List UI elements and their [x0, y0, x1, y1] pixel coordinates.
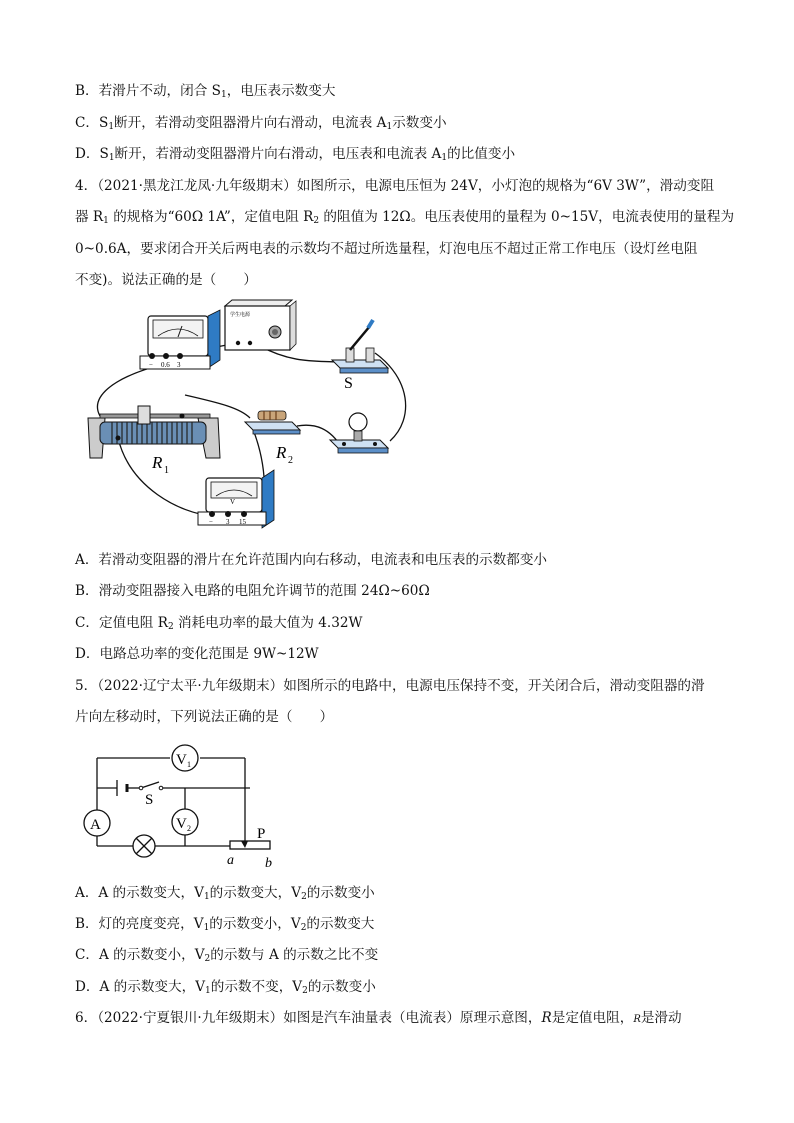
q4-voltmeter-label-15: 15 [239, 518, 246, 526]
q4-voltmeter-unit: V [230, 498, 236, 506]
q4-option-d: D．电路总功率的变化范围是 9W~12W [75, 646, 319, 662]
q4-ammeter-label-06: 0.6 [161, 361, 170, 369]
q5-v2-label: V [176, 816, 187, 832]
q5-option-c: C．A 的示数变小，$V_2$的示数与 A 的示数之比不变 [75, 947, 379, 964]
q4-option-c: C．定值电阻 $R_2$ 消耗电功率的最大值为 4.32W [75, 615, 363, 632]
q5-end-b: b [265, 856, 272, 870]
q3-option-b: B．若滑片不动，闭合 $S_1$，电压表示数变大 [75, 83, 336, 100]
q5-v1-label: V [176, 752, 187, 768]
q4-r2-label: R [276, 443, 287, 462]
q4-resistor-r2 [245, 411, 300, 466]
q4-ammeter-label-3: 3 [177, 361, 181, 369]
q4-ammeter-label-minus: − [149, 361, 153, 369]
q4-option-b: B．滑动变阻器接入电路的电阻允许调节的范围 24Ω~60Ω [75, 583, 430, 599]
q4-option-a: A．若滑动变阻器的滑片在允许范围内向右移动，电流表和电压表的示数都变小 [75, 552, 548, 568]
q5-slider-label: P [257, 826, 266, 842]
q4-rheostat-r1 [88, 406, 220, 476]
q4-voltmeter-label-3: 3 [226, 518, 230, 526]
q4-r2-sub: 2 [288, 455, 293, 466]
q5-stem-line1: 5．（2022·辽宁太平·九年级期末）如图所示的电路中，电源电压保持不变，开关闭合后，滑动变阻器的滑 [75, 678, 705, 694]
q5-lamp [133, 835, 155, 857]
q5-wires [97, 758, 250, 846]
q5-circuit-figure [75, 738, 295, 870]
q4-voltmeter-label-minus: − [209, 518, 213, 526]
q4-voltmeter [198, 470, 274, 528]
q4-stem-line3: 0~0.6A，要求闭合开关后两电表的示数均不超过所选量程，灯泡电压不超过正常工作电压（设灯丝电阻 [75, 241, 698, 257]
q5-option-d: D．A 的示数变大，$V_1$的示数不变，$V_2$的示数变小 [75, 979, 376, 996]
q5-ammeter-label: A [90, 817, 101, 833]
q5-rheostat [227, 826, 272, 870]
q5-v1-sub: 1 [187, 760, 191, 769]
q4-stem-line4: 不变)。说法正确的是（ ） [75, 272, 258, 288]
q4-r1-sub: 1 [164, 465, 169, 476]
q4-power-supply-label: 学生电源 [230, 313, 251, 318]
q3-option-c: C．$S_1$断开，若滑动变阻器滑片向右滑动，电流表 $A_1$示数变小 [75, 115, 447, 132]
q4-power-supply [225, 300, 296, 350]
q4-stem-line1: 4．（2021·黑龙江龙凤·九年级期末）如图所示，电源电压恒为 24V，小灯泡的规格为“6V 3W”，滑动变阻 [75, 178, 715, 194]
q5-option-a: A．A 的示数变大，$V_1$的示数变大，$V_2$的示数变小 [75, 885, 375, 902]
q4-r1-label: R [152, 453, 163, 472]
q4-stem-line2: 器 $R_1$ 的规格为“60Ω 1A”，定值电阻 $R_2$ 的阻值为 12Ω。电压表使用的量程为 0~15V，电流表使用的量程为 [75, 209, 735, 226]
q4-circuit-figure [70, 298, 410, 530]
q5-stem-line2: 片向左移动时，下列说法正确的是（ ） [75, 709, 334, 725]
q6-stem-line1: 6．（2022·宁夏银川·九年级期末）如图是汽车油量表（电流表）原理示意图，R是定值电阻，R是滑动 [75, 1010, 682, 1026]
q5-v2-sub: 2 [187, 824, 191, 833]
q4-light-bulb [330, 413, 388, 453]
q4-switch-label: S [344, 375, 353, 392]
q4-ammeter [140, 310, 220, 369]
q5-end-a: a [227, 853, 234, 868]
q5-switch-label: S [145, 792, 154, 808]
q3-option-d: D．$S_1$断开，若滑动变阻器滑片向右滑动，电压表和电流表 $A_1$的比值变小 [75, 146, 516, 163]
q5-option-b: B．灯的亮度变亮，$V_1$的示数变小，$V_2$的示数变大 [75, 916, 375, 933]
